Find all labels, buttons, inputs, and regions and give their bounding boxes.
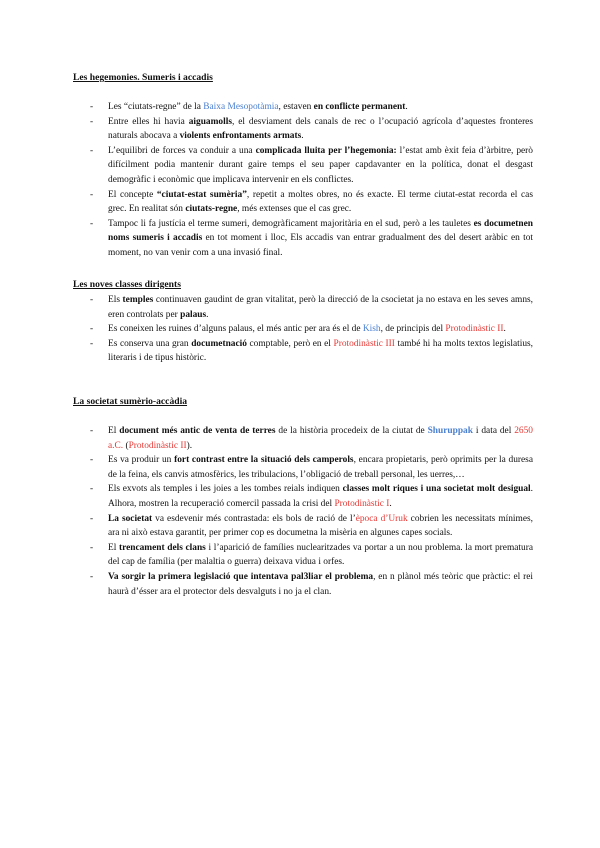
- text-run: Protodinàstic I: [334, 498, 390, 509]
- text-run: , més extenses que el cas grec.: [237, 204, 352, 215]
- bullet-item: [73, 144, 533, 188]
- bullet-item: [73, 115, 533, 144]
- text-run: .: [503, 324, 506, 335]
- text-run: Protodinàstic III: [333, 338, 395, 349]
- text-run: L’equilibri de forces va conduir a una: [108, 145, 256, 156]
- text-run: El: [108, 542, 119, 553]
- text-run: Kish: [362, 324, 381, 335]
- text-run: , encara propietaris, però oprimits per la duresa de la feina, els canvis atmosfèrics, les tribulacions, l’obligació de treball personal, les uerres,…: [108, 455, 533, 480]
- bullet-list: [73, 100, 533, 261]
- text-run: classes molt riques i una societat molt desigual: [342, 484, 531, 495]
- text-run: El concepte: [108, 189, 157, 200]
- bullet-item: [73, 570, 533, 599]
- section-heading: La societat sumèrio-accàdia: [73, 396, 188, 407]
- text-run: també hi ha molts textos legislatius, literaris i de tipus històric.: [108, 338, 534, 364]
- text-run: Les “ciutats-regne” de la: [108, 102, 204, 112]
- text-run: .: [405, 102, 408, 112]
- bullet-item: [73, 424, 533, 453]
- text-run: aiguamolls: [188, 116, 232, 127]
- text-run: , en n plànol més teòric que pràctic: el rei haurà d’ésser ara el protector dels desvalguts i no ja el clan.: [108, 571, 533, 597]
- text-run: Baixa Mesopotàmia: [203, 102, 279, 112]
- text-run: comptable, però en el: [246, 338, 334, 349]
- text-run: temples: [122, 295, 154, 305]
- text-run: ).: [186, 440, 193, 451]
- text-run: “ciutat-estat sumèria”: [156, 189, 247, 200]
- bullet-item: [73, 337, 533, 366]
- text-run: Els: [108, 295, 123, 305]
- text-run: en conflicte permanent: [313, 102, 406, 112]
- text-run: fort contrast entre la situació dels camperols: [174, 455, 354, 466]
- text-run: Entre elles hi havia: [108, 116, 189, 127]
- text-run: documetnació: [191, 338, 247, 349]
- section-heading: Les noves classes dirigents: [73, 279, 181, 290]
- bullet-item: [73, 217, 533, 261]
- text-run: 2650 a.C.: [108, 426, 533, 451]
- text-run: , de principis del: [380, 324, 446, 335]
- text-run: (: [123, 440, 129, 451]
- text-run: continuaven gaudint de gran vitalitat, però la direcció de la csocietat ja no estava en les seves amns, eren controlats per: [108, 295, 534, 320]
- text-run: i l’aparició de famílies nuclearitzades va portar a un nou problema. la mort prematura del cap de família (per malaltia o guerra) deixava vidua i orfes.: [108, 542, 533, 568]
- text-run: , el desviament dels canals de rec o l’ocupació agrícola d’aquestes fronteres naturals abocava a: [108, 116, 533, 142]
- section-noves-classes: [73, 279, 533, 366]
- text-run: Va sorgir la primera legislació que intentava pal3liar el problema: [108, 571, 374, 582]
- section-societat: [73, 396, 533, 599]
- bullet-item: [73, 541, 533, 570]
- text-run: època d’Uruk: [355, 513, 408, 524]
- text-run: de la història procedeix de la ciutat de: [275, 426, 428, 436]
- bullet-item: [73, 512, 533, 541]
- bullet-item: [73, 293, 533, 322]
- text-run: Es coneixen les ruines d’alguns palaus, el més antic per ara és el de: [108, 324, 363, 335]
- text-run: Es conserva una gran: [108, 338, 192, 349]
- text-run: va esdevenir més contrastada: els bols de ració de l’: [152, 513, 356, 524]
- text-run: , repetit a moltes obres, no és exacte. El terme ciutat-estat recorda el cas grec. En realitat són: [108, 189, 533, 215]
- text-run: Protodinàstic II: [445, 324, 504, 335]
- text-run: es documetnen noms sumeris i accadis: [108, 218, 533, 244]
- bullet-item: [73, 100, 533, 115]
- text-run: document més antic de venta de terres: [119, 426, 276, 436]
- bullet-item: [73, 322, 533, 337]
- text-run: La societat: [108, 513, 153, 524]
- text-run: Els exvots als temples i les joies a les tombes reials indiquen: [108, 484, 343, 495]
- text-run: .: [301, 131, 304, 142]
- text-run: violents enfrontaments armats: [179, 131, 302, 142]
- text-run: .: [389, 498, 392, 509]
- text-run: El: [108, 426, 120, 436]
- bullet-item: [73, 453, 533, 482]
- section-hegemonies: [73, 72, 533, 261]
- text-run: ciutats-regne: [185, 204, 238, 215]
- text-run: Tampoc li fa justícia el terme sumeri, demogràficament majoritària en el sud, però a les tauletes: [108, 218, 474, 229]
- text-run: Protodinàstic II: [128, 440, 187, 451]
- text-run: complicada lluita per l’hegemonia:: [255, 145, 397, 156]
- section-heading: Les hegemonies. Sumeris i accadis: [73, 72, 213, 83]
- text-run: en tot moment i lloc, Els accadis van entrar gradualment des del desert aràbic en tot moment, no van venir com a una invasió final.: [108, 233, 533, 258]
- bullet-item: [73, 188, 533, 217]
- bullet-list: [73, 424, 533, 599]
- text-run: l’estat amb èxit feia d’àrbitre, però difícilment podia mantenir durant gaire temps el seu paper capdavanter en la política, donat el desgast demogràfic i econòmic que implicava intervenir en els conflictes.: [108, 145, 533, 185]
- bullet-list: [73, 293, 533, 366]
- text-run: .: [206, 309, 209, 320]
- text-run: i data del: [472, 426, 515, 436]
- bullet-item: [73, 482, 533, 511]
- text-run: palaus: [180, 309, 207, 320]
- text-run: Shuruppak: [427, 426, 473, 436]
- text-run: Es va produir un: [108, 455, 175, 466]
- text-run: . Alhora, mostren la recuperació comercil passada la crisi del: [108, 484, 533, 509]
- text-run: trencament dels clans: [118, 542, 206, 553]
- text-run: cobrien les necessitats mínimes, ara ni això estava garantit, per primer cop es documetna la misèria en algunes capes socials.: [108, 513, 533, 539]
- text-run: , estaven: [278, 102, 314, 112]
